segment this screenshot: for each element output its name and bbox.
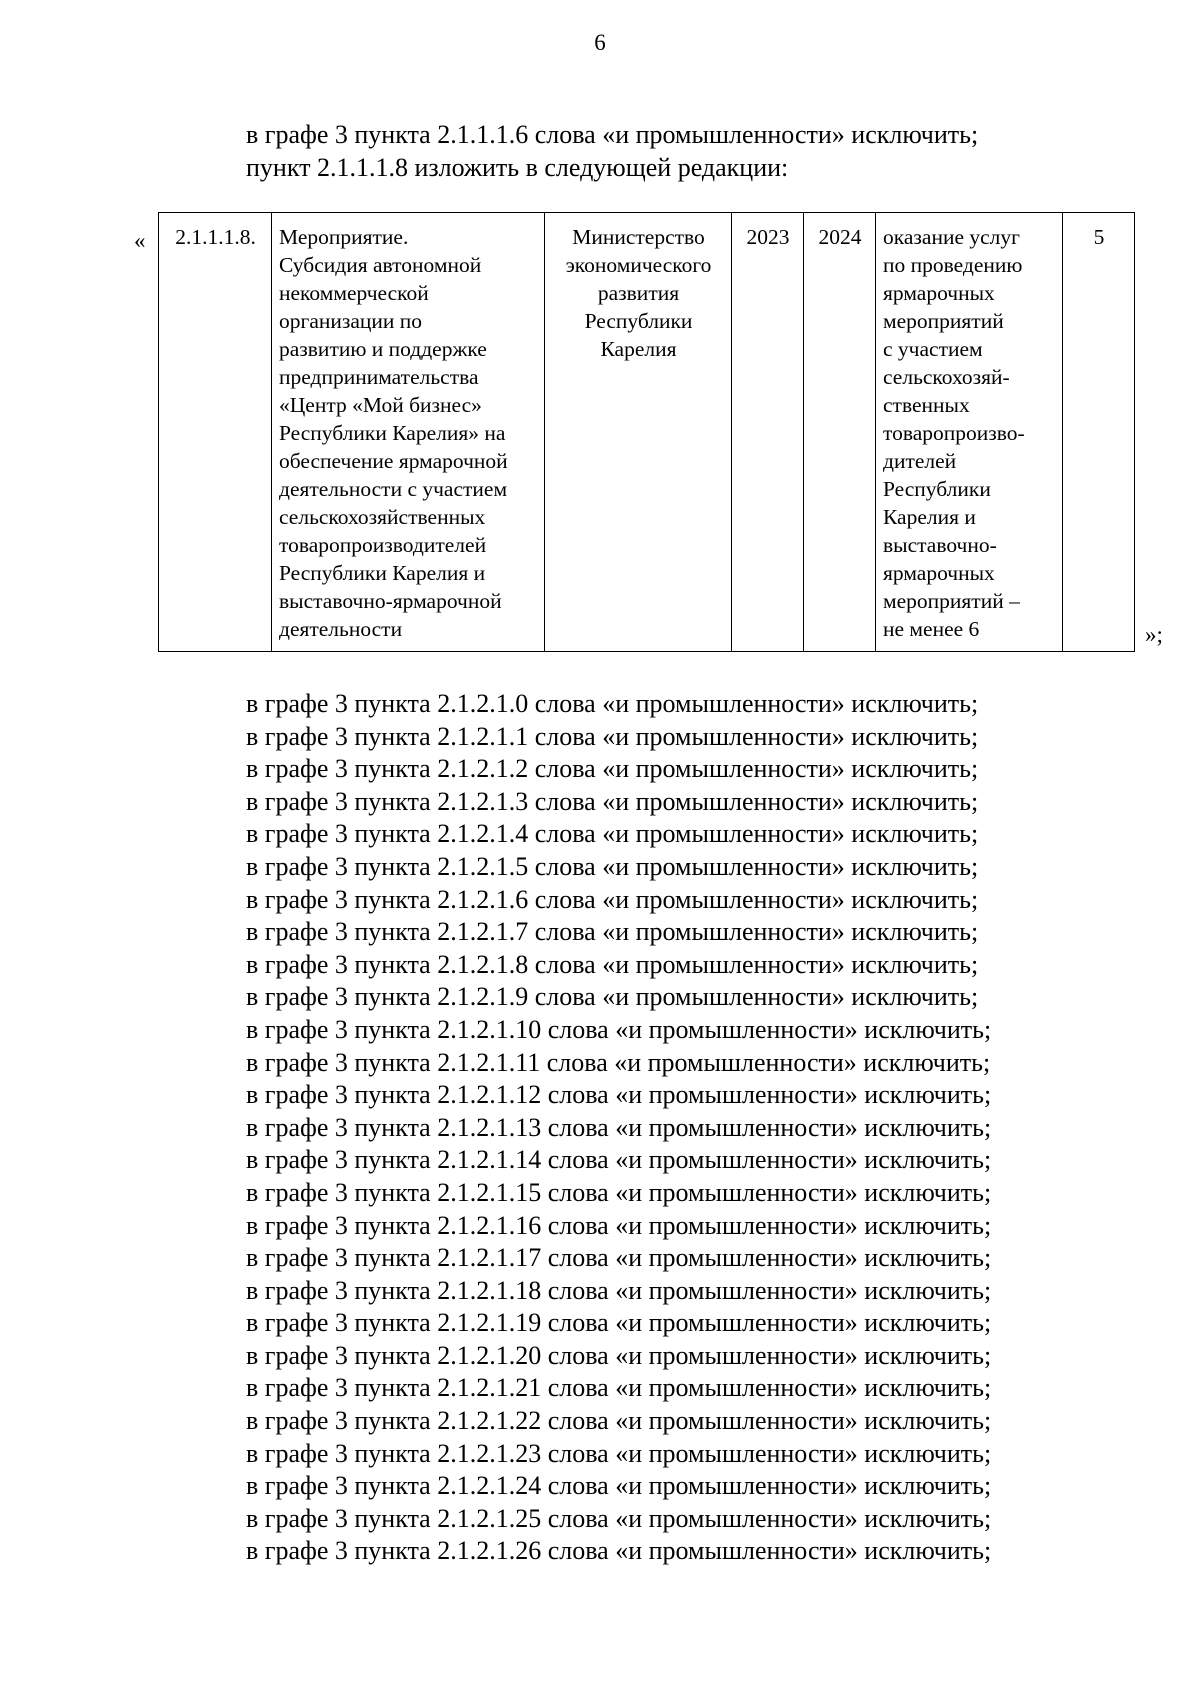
amendment-line: в графе 3 пункта 2.1.2.1.15 слова «и промышленности» исключить;	[246, 1177, 992, 1207]
amendment-line: в графе 3 пункта 2.1.2.1.9 слова «и промышленности» исключить;	[246, 982, 979, 1012]
intro-line: пункт 2.1.1.1.8 изложить в следующей редакции:	[246, 153, 789, 182]
cell-end-year	[804, 213, 876, 652]
amendment-line: в графе 3 пункта 2.1.2.1.19 слова «и промышленности» исключить;	[246, 1308, 992, 1338]
amendment-line: в графе 3 пункта 2.1.2.1.21 слова «и промышленности» исключить;	[246, 1373, 992, 1403]
amendment-line: в графе 3 пункта 2.1.2.1.25 слова «и промышленности» исключить;	[246, 1503, 992, 1533]
table-row	[159, 213, 1135, 652]
cell-indicator-link	[1063, 213, 1135, 652]
indicator-link: 5	[1093, 225, 1105, 249]
amendment-line: в графе 3 пункта 2.1.2.1.5 слова «и промышленности» исключить;	[246, 851, 979, 881]
amendment-line: в графе 3 пункта 2.1.2.1.0 слова «и промышленности» исключить;	[246, 689, 979, 718]
amendment-line: в графе 3 пункта 2.1.2.1.20 слова «и промышленности» исключить;	[246, 1340, 992, 1370]
cell-start-year	[732, 213, 804, 652]
end-year: 2024	[818, 225, 862, 249]
amendment-line: в графе 3 пункта 2.1.2.1.2 слова «и промышленности» исключить;	[246, 754, 979, 784]
amendment-line: в графе 3 пункта 2.1.2.1.6 слова «и промышленности» исключить;	[246, 884, 979, 914]
amendment-line: в графе 3 пункта 2.1.2.1.10 слова «и промышленности» исключить;	[246, 1014, 992, 1044]
executor: Министерство экономического развития Республики Карелия	[565, 225, 712, 361]
table-close-quote: »;	[1145, 622, 1163, 647]
table-open-quote: «	[134, 228, 146, 253]
amendment-line: в графе 3 пункта 2.1.2.1.14 слова «и промышленности» исключить;	[246, 1145, 992, 1175]
amendment-line: в графе 3 пункта 2.1.2.1.26 слова «и промышленности» исключить;	[246, 1536, 992, 1566]
page-number: 6	[594, 30, 606, 55]
cell-item-number	[159, 213, 272, 652]
intro-text	[246, 118, 978, 184]
amendment-list	[246, 688, 991, 1568]
cell-expected-result	[876, 213, 1063, 652]
amendment-line: в графе 3 пункта 2.1.2.1.18 слова «и промышленности» исключить;	[246, 1275, 992, 1305]
amendment-line: в графе 3 пункта 2.1.2.1.24 слова «и промышленности» исключить;	[246, 1471, 992, 1501]
amendment-line: в графе 3 пункта 2.1.2.1.16 слова «и промышленности» исключить;	[246, 1210, 992, 1240]
amendment-line: в графе 3 пункта 2.1.2.1.17 слова «и промышленности» исключить;	[246, 1243, 992, 1273]
amendment-line: в графе 3 пункта 2.1.2.1.3 слова «и промышленности» исключить;	[246, 786, 979, 816]
amendment-line: в графе 3 пункта 2.1.2.1.8 слова «и промышленности» исключить;	[246, 949, 979, 979]
amendment-line: в графе 3 пункта 2.1.2.1.13 слова «и промышленности» исключить;	[246, 1112, 992, 1142]
intro-line: в графе 3 пункта 2.1.1.1.6 слова «и промышленности» исключить;	[246, 120, 979, 149]
amendment-line: в графе 3 пункта 2.1.2.1.7 слова «и промышленности» исключить;	[246, 917, 979, 947]
amendment-line: в графе 3 пункта 2.1.2.1.12 слова «и промышленности» исключить;	[246, 1080, 992, 1110]
amendment-line: в графе 3 пункта 2.1.2.1.1 слова «и промышленности» исключить;	[246, 721, 979, 751]
start-year: 2023	[746, 225, 790, 249]
amendment-line: в графе 3 пункта 2.1.2.1.23 слова «и промышленности» исключить;	[246, 1438, 992, 1468]
item-name: Мероприятие. Субсидия автономной некоммерческой организации по развитию и поддержке предпринимательства «Центр «Мой бизнес» Республики Карелия» на обеспечение ярмарочной деятельности с участием сельскохозяйственных товаропроизводителей Республики Карелия и выставочно-ярмарочной деятельности	[279, 225, 508, 641]
cell-item-name	[272, 213, 545, 652]
cell-executor	[545, 213, 732, 652]
amendment-line: в графе 3 пункта 2.1.2.1.11 слова «и промышленности» исключить;	[246, 1047, 991, 1077]
item-number: 2.1.1.1.8.	[175, 225, 256, 249]
amendment-line: в графе 3 пункта 2.1.2.1.4 слова «и промышленности» исключить;	[246, 819, 979, 849]
amendment-line: в графе 3 пункта 2.1.2.1.22 слова «и промышленности» исключить;	[246, 1406, 992, 1436]
amendment-table	[158, 212, 1135, 652]
expected-result: оказание услуг по проведению ярмарочных мероприятий с участием сельскохозяй- ственных товаропроизво- дителей Республики Карелия и выставочно- ярмарочных мероприятий – не менее 6	[883, 225, 1025, 641]
